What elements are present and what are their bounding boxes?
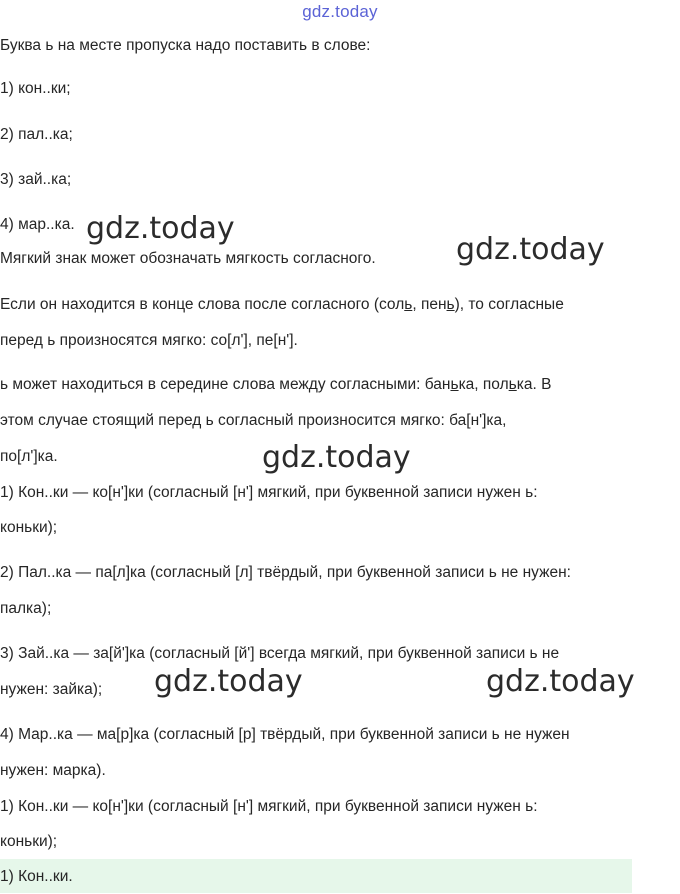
text-segment: Если он находится в конце слова после согласного (сол xyxy=(0,296,405,313)
answer-text: 1) Кон..ки. xyxy=(0,868,73,885)
text-segment: ), то согласные xyxy=(454,296,564,313)
underlined-soft-sign: ь xyxy=(450,376,459,393)
question-prompt: Буква ь на месте пропуска надо поставить в слове: xyxy=(0,37,371,54)
underlined-soft-sign: ь xyxy=(404,296,413,313)
watermark: gdz.today xyxy=(456,232,605,267)
analysis-4-line-1: 4) Мар..ка — ма[р]ка (согласный [р] твёрдый, при буквенной записи ь не нужен xyxy=(0,726,570,743)
text-segment: ь может находиться в середине слова между согласными: бан xyxy=(0,376,451,393)
text-segment: , пен xyxy=(412,296,447,313)
option-2: 2) пал..ка; xyxy=(0,126,73,143)
watermark: gdz.today xyxy=(86,211,235,246)
analysis-3-line-2: нужен: зайка); xyxy=(0,681,103,698)
analysis-3-line-1: 3) Зай..ка — за[й']ка (согласный [й'] всегда мягкий, при буквенной записи ь не xyxy=(0,645,560,662)
explanation-paragraph-1: Мягкий знак может обозначать мягкость согласного. xyxy=(0,250,376,267)
analysis-4-line-2: нужен: марка). xyxy=(0,762,106,779)
text-segment: ка, пол xyxy=(458,376,509,393)
watermark: gdz.today xyxy=(154,664,303,699)
text-segment: ка. В xyxy=(516,376,552,393)
option-1: 1) кон..ки; xyxy=(0,80,71,97)
underlined-soft-sign: ь xyxy=(446,296,455,313)
explanation-paragraph-3-line-2: этом случае стоящий перед ь согласный произносится мягко: ба[н']ка, xyxy=(0,412,507,429)
explanation-paragraph-2-line-1 xyxy=(0,295,564,315)
summary-line-1: 1) Кон..ки — ко[н']ки (согласный [н'] мягкий, при буквенной записи нужен ь: xyxy=(0,798,538,815)
option-3: 3) зай..ка; xyxy=(0,171,72,188)
header-watermark: gdz.today xyxy=(302,2,378,21)
explanation-paragraph-3-line-3: по[л']ка. xyxy=(0,448,58,465)
watermark: gdz.today xyxy=(262,440,411,475)
explanation-paragraph-3-line-1 xyxy=(0,375,551,395)
explanation-paragraph-2-line-2: перед ь произносятся мягко: со[л'], пе[н']. xyxy=(0,332,298,349)
summary-line-2: коньки); xyxy=(0,833,58,850)
underlined-soft-sign: ь xyxy=(508,376,517,393)
analysis-1-line-1: 1) Кон..ки — ко[н']ки (согласный [н'] мягкий, при буквенной записи нужен ь: xyxy=(0,484,538,501)
watermark: gdz.today xyxy=(486,664,635,699)
option-4: 4) мар..ка. xyxy=(0,216,75,233)
analysis-2-line-1: 2) Пал..ка — па[л]ка (согласный [л] твёрдый, при буквенной записи ь не нужен: xyxy=(0,564,571,581)
analysis-1-line-2: коньки); xyxy=(0,519,58,536)
answer-highlight xyxy=(0,859,632,893)
analysis-2-line-2: палка); xyxy=(0,600,52,617)
